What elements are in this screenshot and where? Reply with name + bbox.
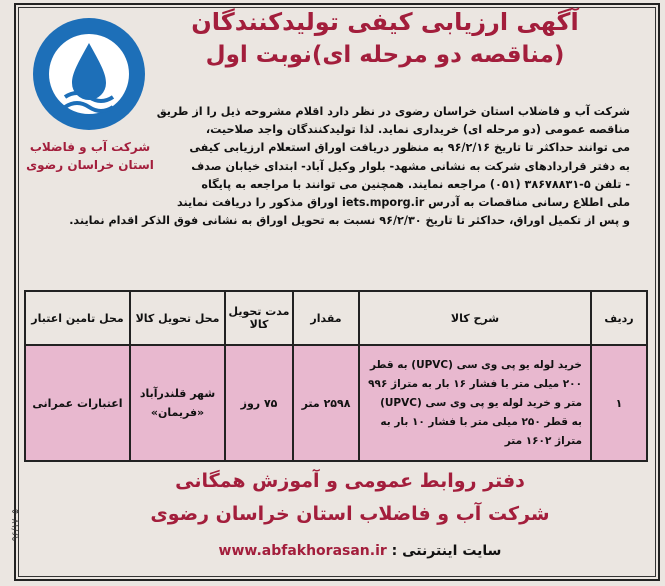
ad-subtitle: (مناقصه دو مرحله ای)نوبت اول: [205, 42, 565, 68]
announcement-body: [30, 103, 630, 230]
tender-table: [24, 290, 648, 462]
body-line: مناقصه عمومی (دو مرحله ای) خریداری نماید. لذا تولیدکنندگان واجد صلاحیت،: [205, 123, 630, 137]
cell-delivery-time: ۷۵ روز: [225, 345, 293, 461]
col-header-delivery-place: محل تحویل کالا: [130, 291, 225, 345]
body-line: به دفتر قراردادهای شرکت به نشانی مشهد- بلوار وکیل آباد- ابتدای خیابان صدف: [191, 159, 630, 173]
ad-title: آگهی ارزیابی کیفی تولیدکنندگان: [191, 8, 579, 36]
logo-caption-line2: استان خراسان رضوی: [26, 158, 154, 172]
cell-row-number: ۱: [591, 345, 647, 461]
side-code: ۹۶/۱۷۰۵: [11, 508, 21, 542]
cell-quantity: ۲۵۹۸ متر: [293, 345, 359, 461]
footer-company: شرکت آب و فاضلاب استان خراسان رضوی: [150, 503, 550, 525]
cell-delivery-place: شهر قلندرآباد «فریمان»: [130, 345, 225, 461]
col-header-quantity: مقدار: [293, 291, 359, 345]
body-line: و پس از تکمیل اوراق، حداکثر تا تاریخ ۹۶/۲/۳۰ نسبت به تحویل اوراق به نشانی فوق الذکر اقدام نمایند.: [69, 214, 630, 228]
table-row: [25, 345, 647, 461]
website-label: سایت اینترنتی :: [391, 543, 502, 559]
body-line: - تلفن ۵-۳۸۶۷۸۸۳۱ (۰۵۱) مراجعه نمایند. همچنین می توانند با مراجعه به پایگاه: [201, 177, 630, 191]
table-header-row: [25, 291, 647, 345]
logo-caption-line1: شرکت آب و فاضلاب: [29, 140, 151, 154]
body-line: ملی اطلاع رسانی مناقصات به آدرس iets.mporg.ir اوراق مذکور را دریافت نمایند: [176, 196, 630, 210]
website-line: [150, 543, 570, 559]
body-line: شرکت آب و فاضلاب استان خراسان رضوی در نظر دارد اقلام مشروحه ذیل را از طریق: [156, 105, 630, 118]
col-header-delivery-time: مدت تحویل کالا: [225, 291, 293, 345]
col-header-description: شرح کالا: [359, 291, 591, 345]
cell-description: خرید لوله یو پی وی سی (UPVC) به قطر ۲۰۰ میلی متر با فشار ۱۶ بار به متراژ ۹۹۶ متر و خرید لوله یو پی وی سی (UPVC) به قطر ۲۵۰ میلی متر با فشار ۱۰ بار به متراژ ۱۶۰۲ متر: [359, 345, 591, 461]
col-header-row-number: ردیف: [591, 291, 647, 345]
website-link[interactable]: www.abfakhorasan.ir: [218, 543, 387, 559]
footer-department: دفتر روابط عمومی و آموزش همگانی: [175, 470, 525, 492]
cell-funding: اعتبارات عمرانی: [25, 345, 130, 461]
col-header-funding: محل تامین اعتبار: [25, 291, 130, 345]
body-line: می توانند حداکثر تا تاریخ ۹۶/۲/۱۶ به منظور دریافت اوراق استعلام ارزیابی کیفی: [189, 141, 630, 155]
